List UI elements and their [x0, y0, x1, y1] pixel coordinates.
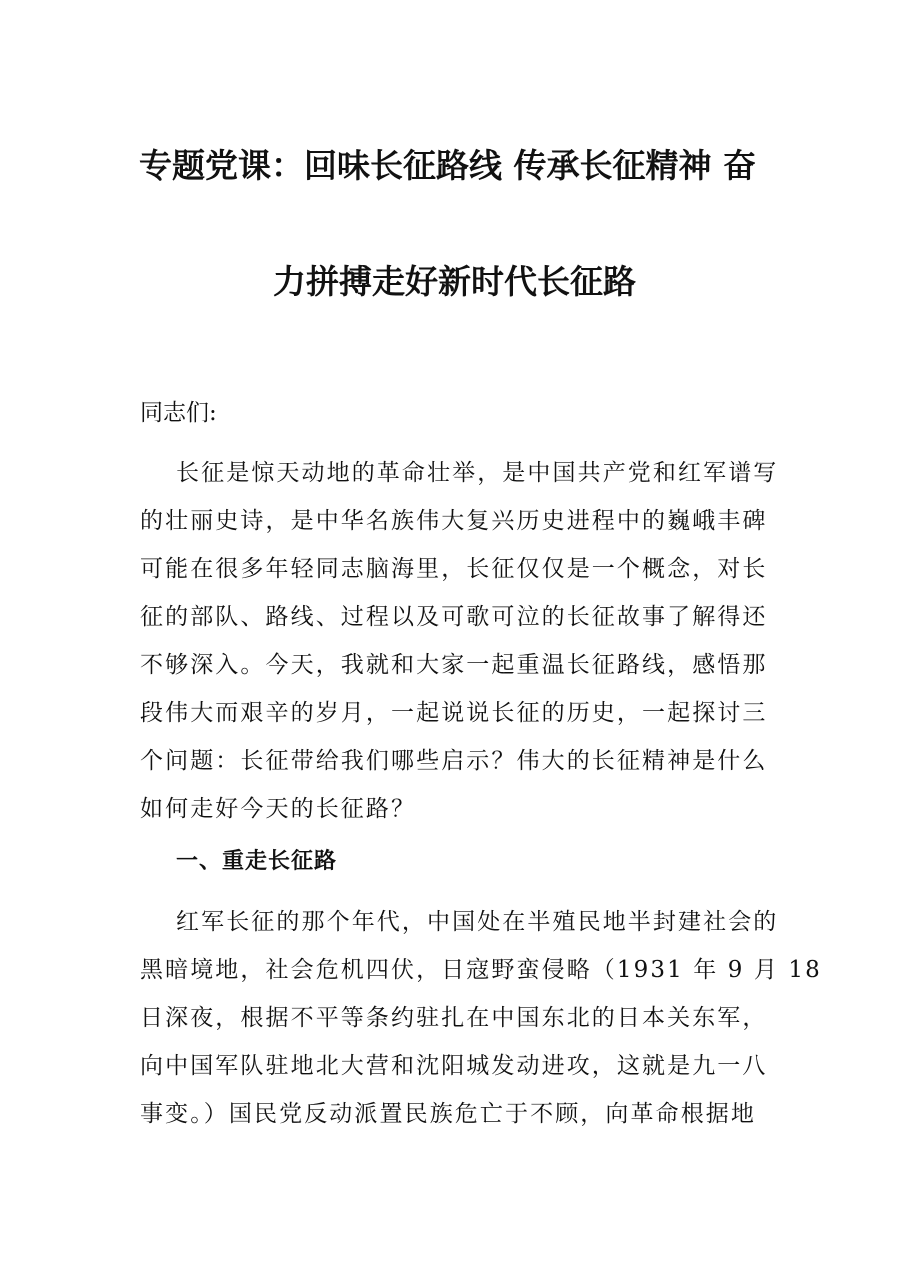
paragraph-line: 日深夜，根据不平等条约驻扎在中国东北的日本关东军， — [140, 1005, 768, 1031]
paragraph-line: 红军长征的那个年代，中国处在半殖民地半封建社会的 — [176, 909, 779, 935]
document-title-line-2: 力拼搏走好新时代长征路 — [273, 262, 636, 301]
paragraph-line: 征的部队、路线、过程以及可歌可泣的长征故事了解得还 — [140, 604, 768, 630]
section-heading: 一、重走长征路 — [176, 849, 338, 874]
paragraph-section-1 — [140, 898, 822, 1138]
paragraph-line: 段伟大而艰辛的岁月，一起说说长征的历史，一起探讨三 — [140, 700, 768, 726]
paragraph-line: 个问题：长征带给我们哪些启示？伟大的长征精神是什么 — [140, 748, 768, 774]
paragraph-intro — [140, 449, 779, 833]
paragraph-line: 可能在很多年轻同志脑海里，长征仅仅是一个概念，对长 — [140, 556, 768, 582]
paragraph-line: 如何走好今天的长征路？ — [140, 796, 417, 822]
paragraph-line: 长征是惊天动地的革命壮举，是中国共产党和红军谱写 — [176, 460, 779, 486]
paragraph-line: 向中国军队驻地北大营和沈阳城发动进攻，这就是九一八 — [140, 1053, 768, 1079]
paragraph-line: 事变。）国民党反动派置民族危亡于不顾，向革命根据地 — [140, 1101, 756, 1127]
salutation: 同志们: — [140, 400, 217, 426]
paragraph-line: 的壮丽史诗，是中华名族伟大复兴历史进程中的巍峨丰碑 — [140, 508, 768, 534]
document-title-line-1: 专题党课：回味长征路线 传承长征精神 奋 — [139, 146, 756, 185]
paragraph-line: 黑暗境地，社会危机四伏，日寇野蛮侵略（1931 年 9 月 18 — [140, 957, 822, 983]
paragraph-line: 不够深入。今天，我就和大家一起重温长征路线，感悟那 — [140, 652, 768, 678]
